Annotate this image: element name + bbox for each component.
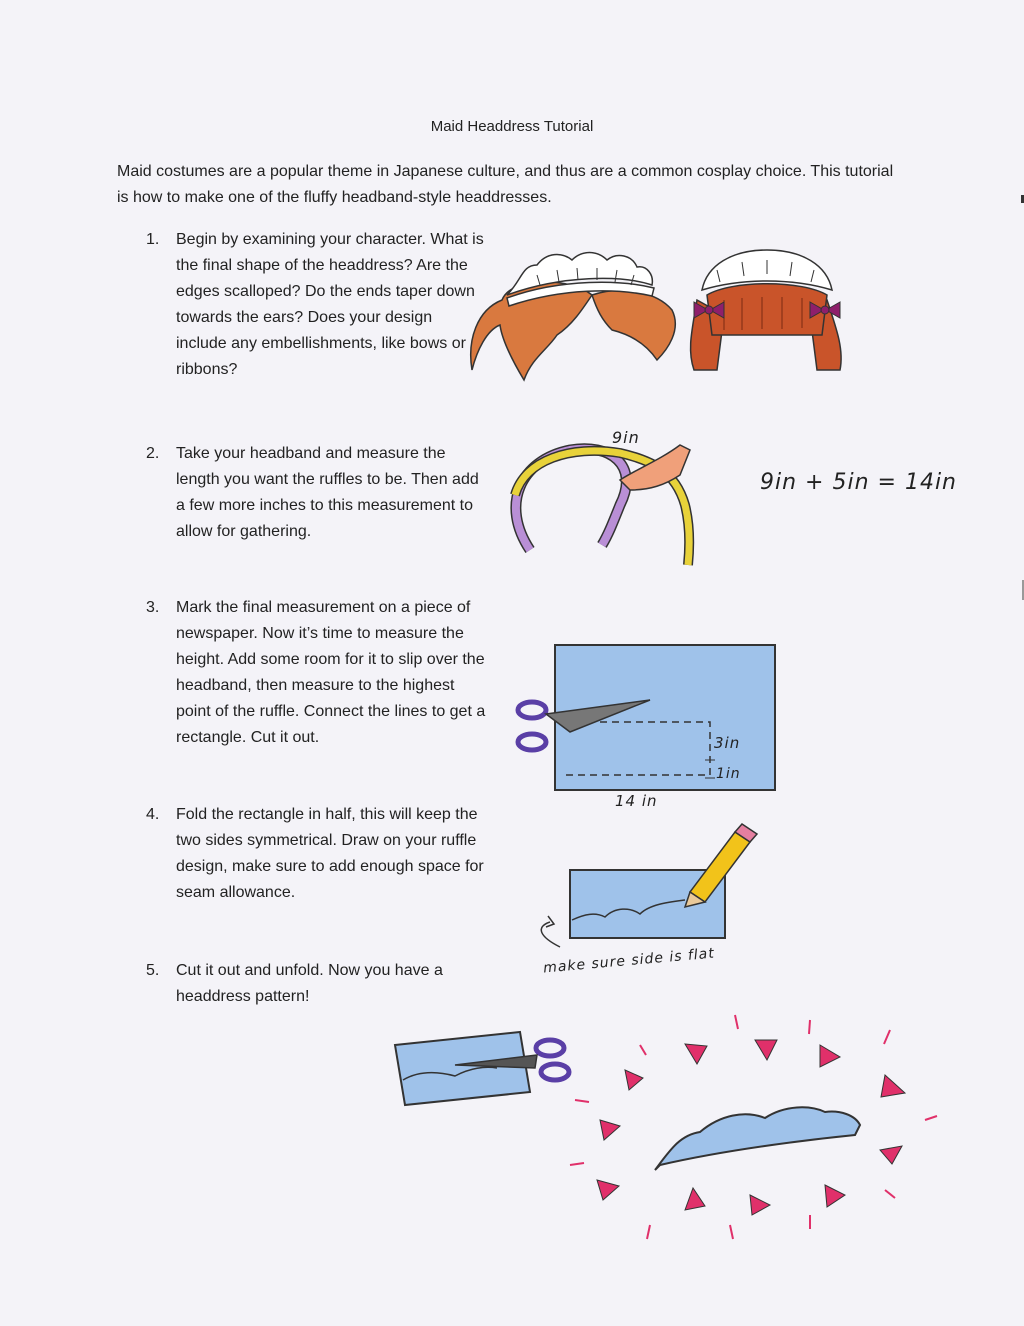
step-text: Cut it out and unfold. Now you have a headdress pattern! bbox=[176, 962, 443, 1005]
step-number: 3. bbox=[146, 599, 160, 616]
step-number: 5. bbox=[146, 962, 160, 979]
page-title: Maid Headdress Tutorial bbox=[430, 118, 594, 135]
step-text: Take your headband and measure the length you want the ruffles to be. Then add a few more inches to this measurement to allow for gathering. bbox=[176, 445, 479, 540]
headdress-orange-hair bbox=[471, 253, 676, 381]
step-text: Fold the rectangle in half, this will keep the two sides symmetrical. Draw on your ruffle design, make sure to add enough space for seam allowance. bbox=[176, 806, 484, 901]
width-label: 14 in bbox=[615, 792, 658, 810]
step-text: Mark the final measurement on a piece of newspaper. Now it’s time to measure the height. Add some room for it to slip over the headband, then measure to the highest point of the ruffle. Connect the lines to get a rectangle. Cut it out. bbox=[176, 599, 486, 746]
unfolded-pattern bbox=[655, 1107, 860, 1170]
height-label: 3in bbox=[714, 734, 741, 752]
final-pattern-drawing bbox=[385, 1010, 945, 1255]
headband-measure-drawing bbox=[500, 425, 720, 570]
arrow-icon bbox=[541, 916, 560, 947]
step-number: 2. bbox=[146, 445, 160, 462]
folded-rectangle-drawing bbox=[530, 822, 760, 952]
tape-label: 9in bbox=[612, 428, 640, 447]
step-text: Begin by examining your character. What is the final shape of the headdress? Are the edges scalloped? Do the ends taper down towards the ears? Does your design include any embellishments, like bows or ribbons? bbox=[176, 231, 484, 378]
step-number: 4. bbox=[146, 806, 160, 823]
intro-paragraph: Maid costumes are a popular theme in Japanese culture, and thus are a common cosplay choice. This tutorial is how to make one of the fluffy headband-style headdresses. bbox=[117, 163, 894, 206]
measurement-equation: 9in + 5in = 14in bbox=[760, 470, 957, 495]
headdress-examples-drawing bbox=[462, 240, 862, 390]
headdress-red-hair bbox=[691, 250, 842, 370]
extra-label: 1in bbox=[716, 766, 741, 782]
step-number: 1. bbox=[146, 231, 160, 248]
cut-paper bbox=[395, 1032, 530, 1105]
flat-side-note: make sure side is flat bbox=[542, 945, 716, 977]
